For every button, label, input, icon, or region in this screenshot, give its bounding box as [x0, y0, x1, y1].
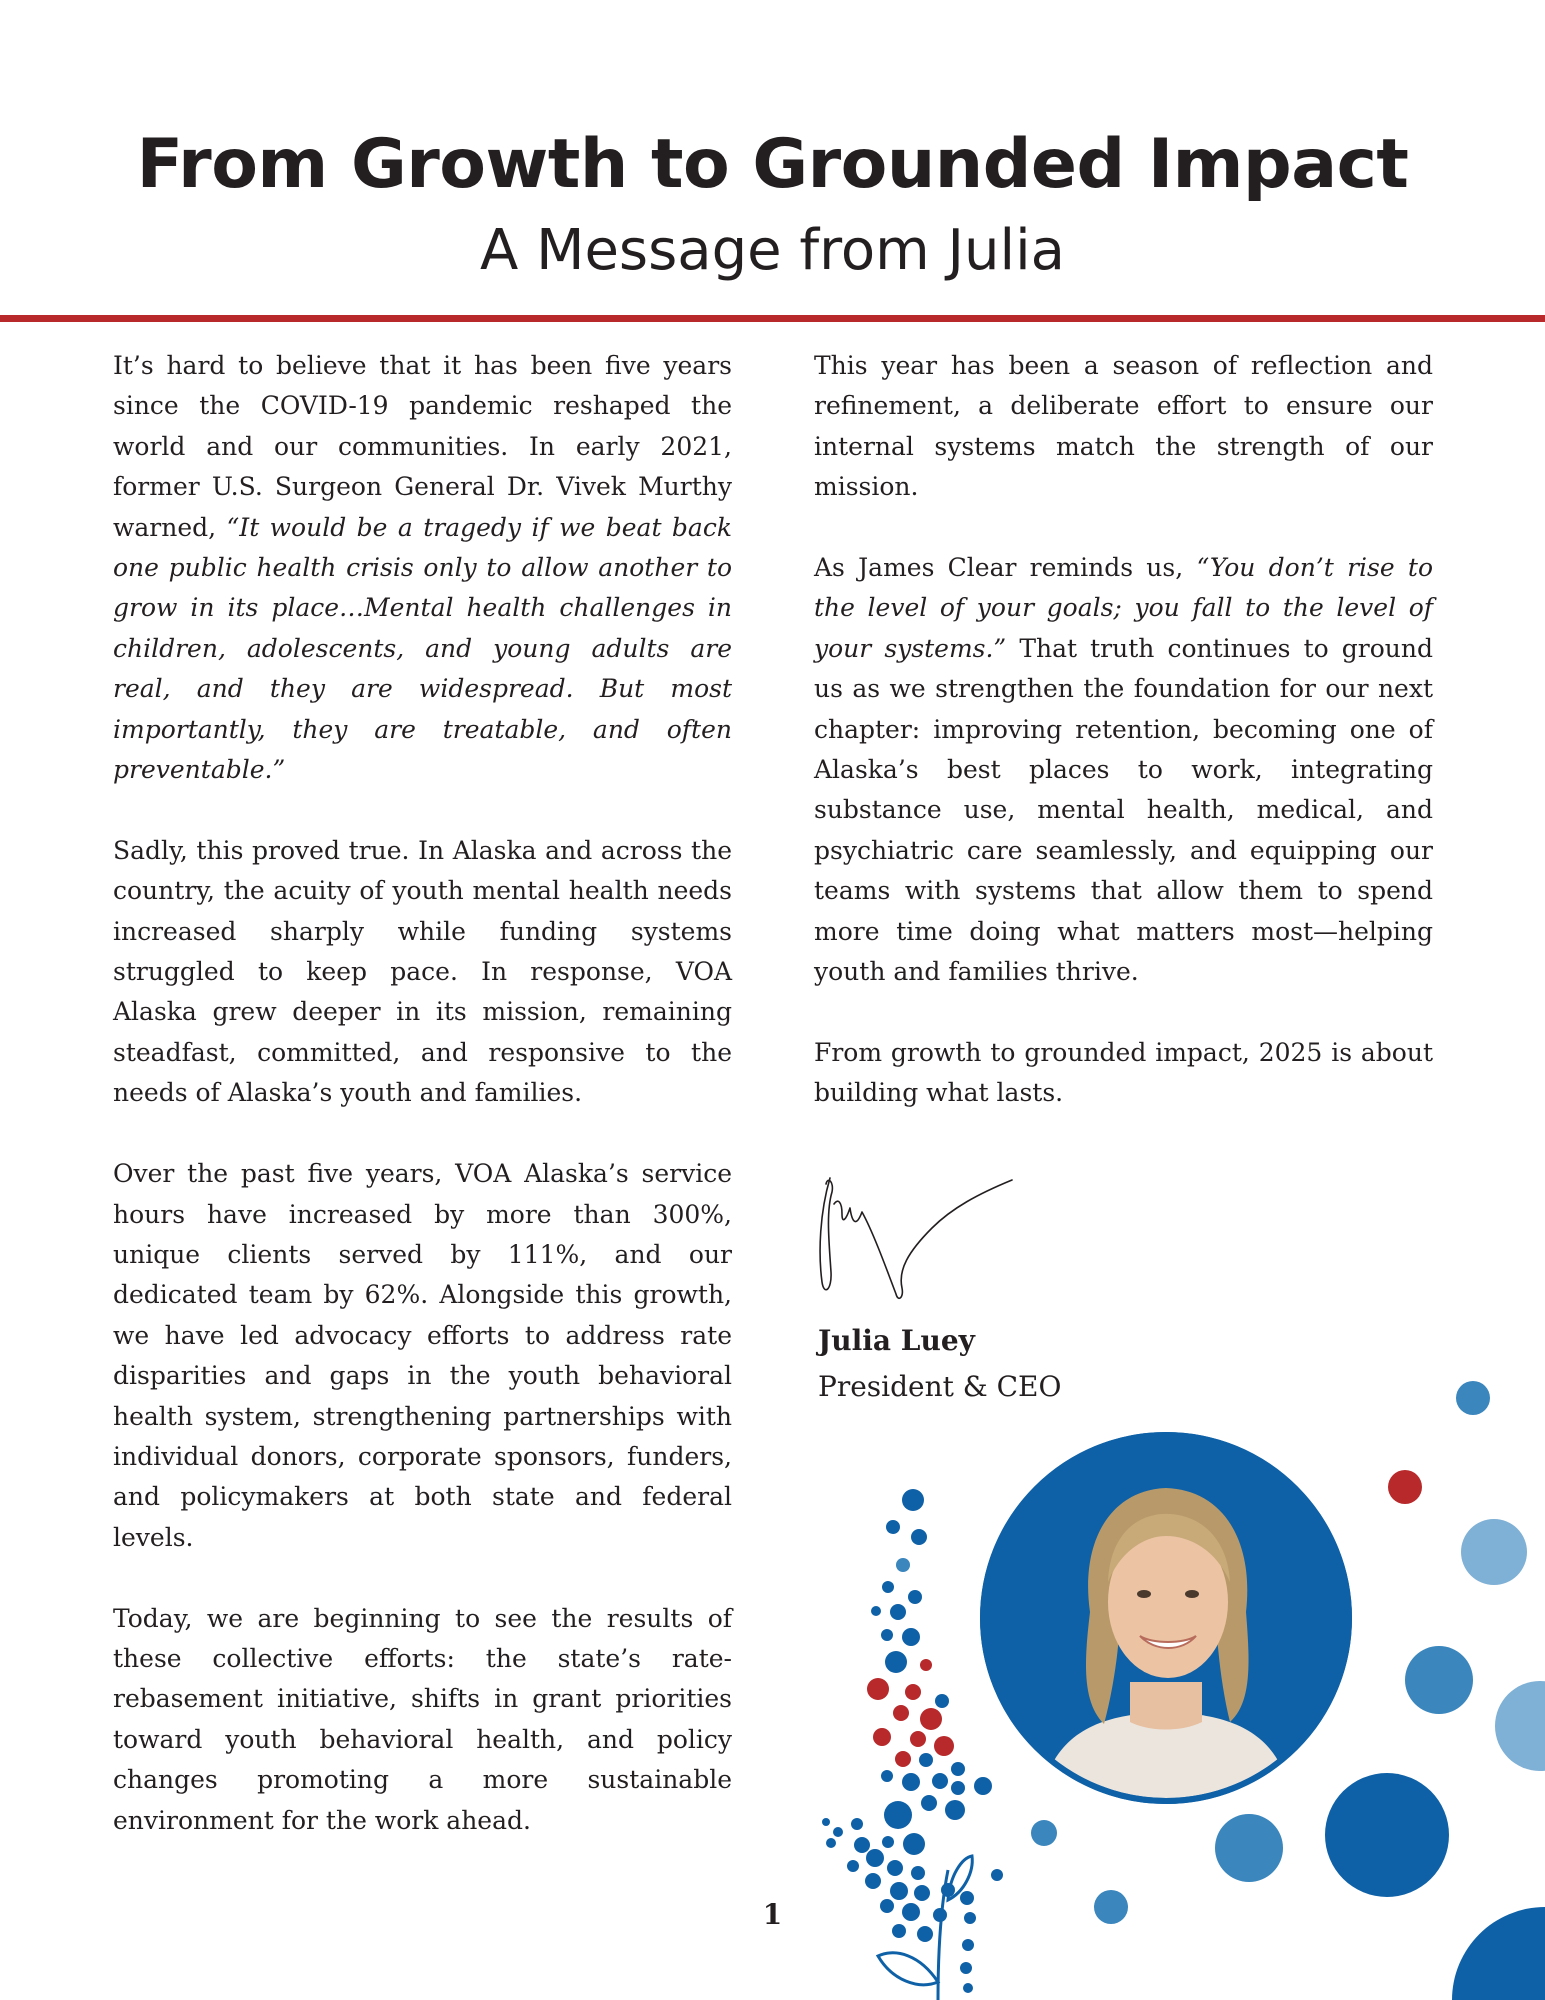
decor-dot: [873, 1728, 891, 1746]
decor-dot: [882, 1836, 894, 1848]
paragraph-closing: From growth to grounded impact, 2025 is about building what lasts.: [814, 1037, 1433, 1108]
decor-dot: [911, 1866, 925, 1880]
decor-dot: [963, 1983, 973, 1993]
decor-dot: [854, 1837, 870, 1853]
decor-dot: [882, 1581, 894, 1593]
decor-dot: [887, 1860, 903, 1876]
signer-role: President & CEO: [818, 1370, 1062, 1403]
paragraph-systems-rest: That truth continues to ground us as we strengthen the foundation for our next chapter: improving retention, becoming one of Alaska’s best places to work, integrating substance use, mental health, medical, and psychiatric care seamlessly, and equipping our teams with systems that allow them to spend more time doing what matters most—helping youth and families thrive.: [814, 633, 1433, 987]
decor-dot: [920, 1708, 942, 1730]
header-divider: [0, 315, 1545, 322]
decor-dot: [826, 1838, 836, 1848]
paragraph-systems-intro: As James Clear reminds us,: [814, 553, 1197, 583]
decor-dot: [886, 1520, 900, 1534]
decor-dot: [920, 1659, 932, 1671]
plant-leaf: [878, 1953, 938, 1985]
decor-dot: [1405, 1646, 1473, 1714]
decor-dot: [919, 1753, 933, 1767]
ceo-portrait: [980, 1432, 1352, 1804]
decor-dot: [910, 1731, 926, 1747]
left-column: [113, 346, 732, 1881]
paragraph-growth: Over the past five years, VOA Alaska’s service hours have increased by more than 300%, unique clients served by 111%, and our dedicated team by 62%. Alongside this growth, we have led advocacy efforts to address rate disparities and gaps in the youth behavioral health system, strengthening partnerships with individual donors, corporate sponsors, funders, and policymakers at both state and federal levels.: [113, 1159, 732, 1552]
decor-dot: [908, 1590, 922, 1604]
decor-dot: [1388, 1470, 1422, 1504]
page-title: From Growth to Grounded Impact: [136, 125, 1409, 204]
decor-dot: [960, 1962, 972, 1974]
decor-dot: [847, 1860, 859, 1872]
decor-dot: [941, 1883, 955, 1897]
decor-dot: [833, 1827, 843, 1837]
decor-dot: [866, 1849, 884, 1867]
decor-dot: [895, 1751, 911, 1767]
decor-dot: [881, 1629, 893, 1641]
decor-dot: [885, 1651, 907, 1673]
paragraph-intro-text: It’s hard to believe that it has been five years since the COVID-19 pandemic reshaped the world and our communities. In early 2021, former U.S. Surgeon General Dr. Vivek Murthy warned,: [113, 351, 732, 542]
decor-dot: [1456, 1381, 1490, 1415]
decor-dot: [890, 1604, 906, 1620]
decor-dot: [934, 1736, 954, 1756]
decor-dot: [951, 1781, 965, 1795]
decor-dot: [911, 1529, 927, 1545]
paragraph-results: Today, we are beginning to see the results of these collective efforts: the state’s rate-rebasement initiative, shifts in grant priorities toward youth behavioral health, and policy changes promoting a more sustainable environment for the work ahead.: [113, 1603, 732, 1835]
decor-dot: [896, 1558, 910, 1572]
decor-dot: [851, 1818, 863, 1830]
paragraph-systems: [814, 548, 1433, 992]
decor-dot: [945, 1800, 965, 1820]
decor-dot: [822, 1818, 830, 1826]
paragraph-reflection: This year has been a season of reflection and refinement, a deliberate effort to ensure our internal systems match the strength of our mission.: [814, 351, 1433, 502]
decor-dot: [1495, 1681, 1545, 1771]
plant-stem: [938, 1870, 948, 2000]
murthy-quote: “It would be a tragedy if we beat back one public health crisis only to allow another to grow in its place…Mental health challenges in children, adolescents, and young adults are real, and they are widespread. But most importantly, they are treatable, and often preventable.”: [113, 512, 732, 785]
decor-dot: [881, 1770, 893, 1782]
decor-dot: [932, 1773, 948, 1789]
decor-dot: [903, 1833, 925, 1855]
signer-name: Julia Luey: [818, 1324, 975, 1357]
decor-dot: [1031, 1820, 1057, 1846]
decor-dot: [893, 1705, 909, 1721]
decor-dot: [865, 1873, 881, 1889]
decor-dot: [884, 1801, 912, 1829]
paragraph-intro: [113, 346, 732, 790]
decor-dot: [991, 1869, 1003, 1881]
decor-dot: [867, 1678, 889, 1700]
decor-dot: [902, 1489, 924, 1511]
decor-dot: [1215, 1814, 1283, 1882]
right-column: [814, 346, 1433, 1154]
decor-dot: [935, 1694, 949, 1708]
decor-dot: [951, 1762, 965, 1776]
page-number: 1: [762, 1898, 783, 1931]
plant-leaf: [948, 1856, 972, 1900]
clear-quote: “You don’t rise to the level of your goals; you fall to the level of your systems.”: [814, 553, 1433, 663]
decor-dot: [1461, 1519, 1527, 1585]
decor-dot: [905, 1684, 921, 1700]
decor-dot: [902, 1773, 920, 1791]
decor-dot: [871, 1606, 881, 1616]
decor-dot: [921, 1795, 937, 1811]
page-subtitle: A Message from Julia: [480, 218, 1065, 283]
decor-dot: [902, 1628, 920, 1646]
handwritten-signature: [812, 1172, 1022, 1302]
paragraph-acuity: Sadly, this proved true. In Alaska and across the country, the acuity of youth mental health needs increased sharply while funding systems struggled to keep pace. In response, VOA Alaska grew deeper in its mission, remaining steadfast, committed, and responsive to the needs of Alaska’s youth and families.: [113, 835, 732, 1108]
decor-dot: [962, 1939, 974, 1951]
